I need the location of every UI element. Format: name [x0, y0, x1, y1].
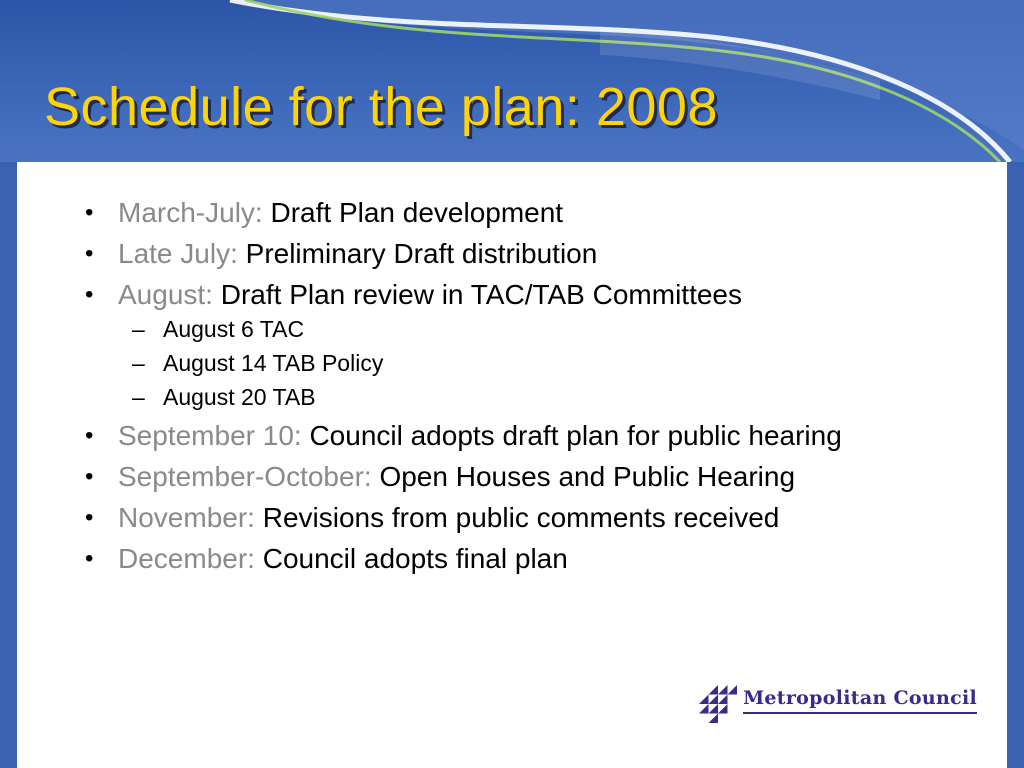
item-date: December:: [118, 543, 255, 574]
bullet-list: [83, 197, 983, 584]
list-item: [83, 238, 983, 270]
item-text: Preliminary Draft distribution: [245, 238, 598, 269]
logo-underline: [743, 712, 977, 714]
list-item: [83, 502, 983, 534]
slide-title: Schedule for the plan: 2008: [44, 77, 718, 137]
sub-list-item: – August 14 TAB Policy: [118, 349, 983, 377]
logo-text: [743, 687, 977, 714]
item-date: March-July:: [118, 197, 263, 228]
item-text: Council adopts draft plan for public hearing: [309, 420, 842, 451]
item-text: Draft Plan development: [270, 197, 564, 228]
item-date: September 10:: [118, 420, 302, 451]
sub-list-item: – August 6 TAC: [118, 315, 983, 343]
list-item: [83, 420, 983, 452]
item-date: Late July:: [118, 238, 238, 269]
item-date: August:: [118, 279, 213, 310]
list-item: [83, 279, 983, 411]
list-item: [83, 461, 983, 493]
slide-header: [0, 0, 1024, 162]
list-item: [83, 543, 983, 575]
item-text: Draft Plan review in TAC/TAB Committees: [220, 279, 742, 310]
item-date: September-October:: [118, 461, 372, 492]
item-text: Open Houses and Public Hearing: [379, 461, 796, 492]
item-text: Council adopts final plan: [262, 543, 568, 574]
list-item: [83, 197, 983, 229]
logo-mark-icon: [699, 685, 737, 723]
item-date: November:: [118, 502, 255, 533]
sub-list: [118, 315, 983, 411]
slide-content: [17, 162, 1007, 768]
sub-list-item: – August 20 TAB: [118, 383, 983, 411]
metropolitan-council-logo: [699, 687, 977, 723]
logo-name: Metropolitan Council: [743, 687, 977, 709]
item-text: Revisions from public comments received: [262, 502, 780, 533]
